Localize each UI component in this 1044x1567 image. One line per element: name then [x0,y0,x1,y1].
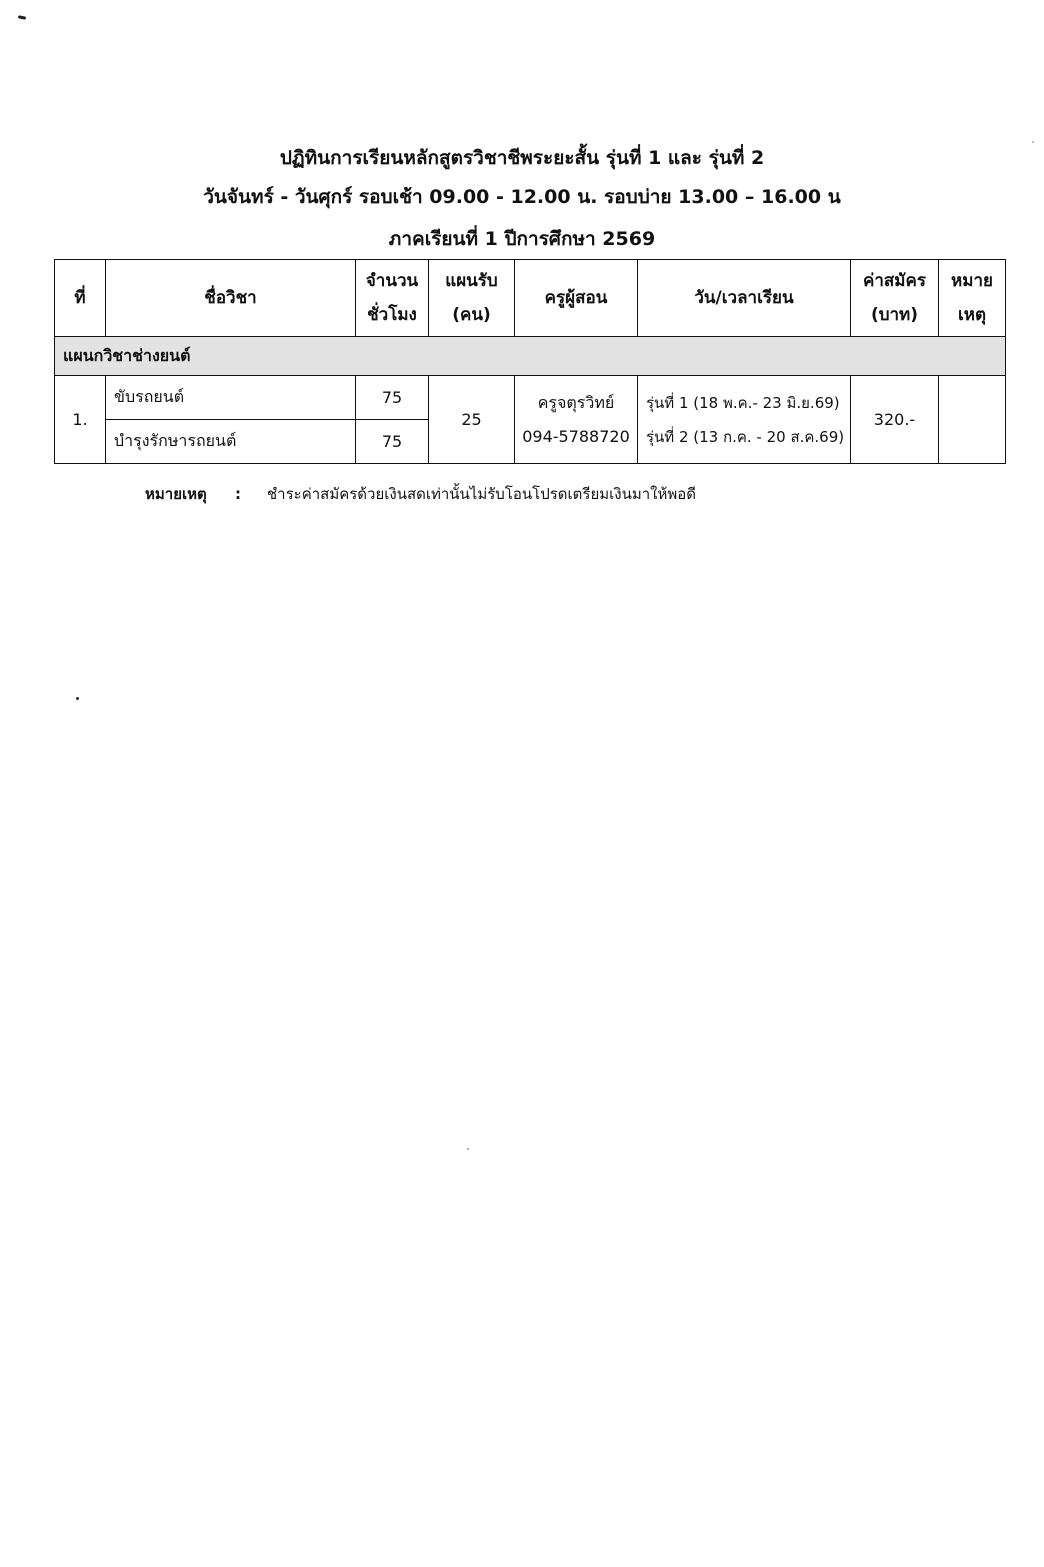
header-schedule: วัน/เวลาเรียน [638,260,851,337]
scan-speck [1032,141,1034,143]
schedule-cell [638,376,851,464]
footnote-colon: : [235,485,241,503]
header-hours-line-1: จำนวน [365,271,419,291]
course-name: ขับรถยนต์ [106,376,356,420]
header-remark [939,260,1006,337]
scan-speck [18,15,26,20]
scan-speck [76,697,79,700]
document-subtitle-time: วันจันทร์ - วันศุกร์ รอบเช้า 09.00 - 12.00 น. รอบบ่าย 13.00 – 16.00 น [203,186,841,208]
department-row [55,337,1006,376]
footnote [145,483,696,505]
course-hours: 75 [356,420,429,464]
footnote-label: หมายเหตุ [145,485,207,503]
header-remark-line-1: หมาย [951,271,993,291]
schedule-round-1: รุ่นที่ 1 (18 พ.ค.- 23 มิ.ย.69) [646,393,840,412]
course-capacity: 25 [429,376,515,464]
table-row [55,376,1006,420]
course-fee: 320.- [851,376,939,464]
header-hours [356,260,429,337]
header-fee [851,260,939,337]
department-name: แผนกวิชาช่างยนต์ [55,337,1006,376]
teacher-cell [515,376,638,464]
table-header-row [55,260,1006,337]
schedule-round-2: รุ่นที่ 2 (13 ก.ค. - 20 ส.ค.69) [646,427,845,446]
course-schedule-table [54,259,1006,464]
header-capacity [429,260,515,337]
header-no: ที่ [55,260,106,337]
header-fee-line-2: (บาท) [870,305,919,325]
teacher-phone: 094-5788720 [522,426,630,446]
header-subject: ชื่อวิชา [106,260,356,337]
header-remark-line-2: เหตุ [957,305,987,325]
course-name: บำรุงรักษารถยนต์ [106,420,356,464]
header-hours-line-2: ชั่วโมง [367,305,417,325]
teacher-name: ครูจตุรวิทย์ [537,392,615,412]
header-fee-line-1: ค่าสมัคร [862,271,926,291]
course-remark [939,376,1006,464]
document-title: ปฏิทินการเรียนหลักสูตรวิชาชีพระยะสั้น รุ่นที่ 1 และ รุ่นที่ 2 [279,147,765,169]
course-hours: 75 [356,376,429,420]
row-number: 1. [55,376,106,464]
header-capacity-line-1: แผนรับ [445,271,498,291]
header-teacher: ครูผู้สอน [515,260,638,337]
document-subtitle-term: ภาคเรียนที่ 1 ปีการศึกษา 2569 [388,228,656,250]
footnote-text: ชำระค่าสมัครด้วยเงินสดเท่านั้นไม่รับโอนโปรดเตรียมเงินมาให้พอดี [267,485,696,503]
header-capacity-line-2: (คน) [452,305,491,325]
scan-speck [467,1148,469,1150]
